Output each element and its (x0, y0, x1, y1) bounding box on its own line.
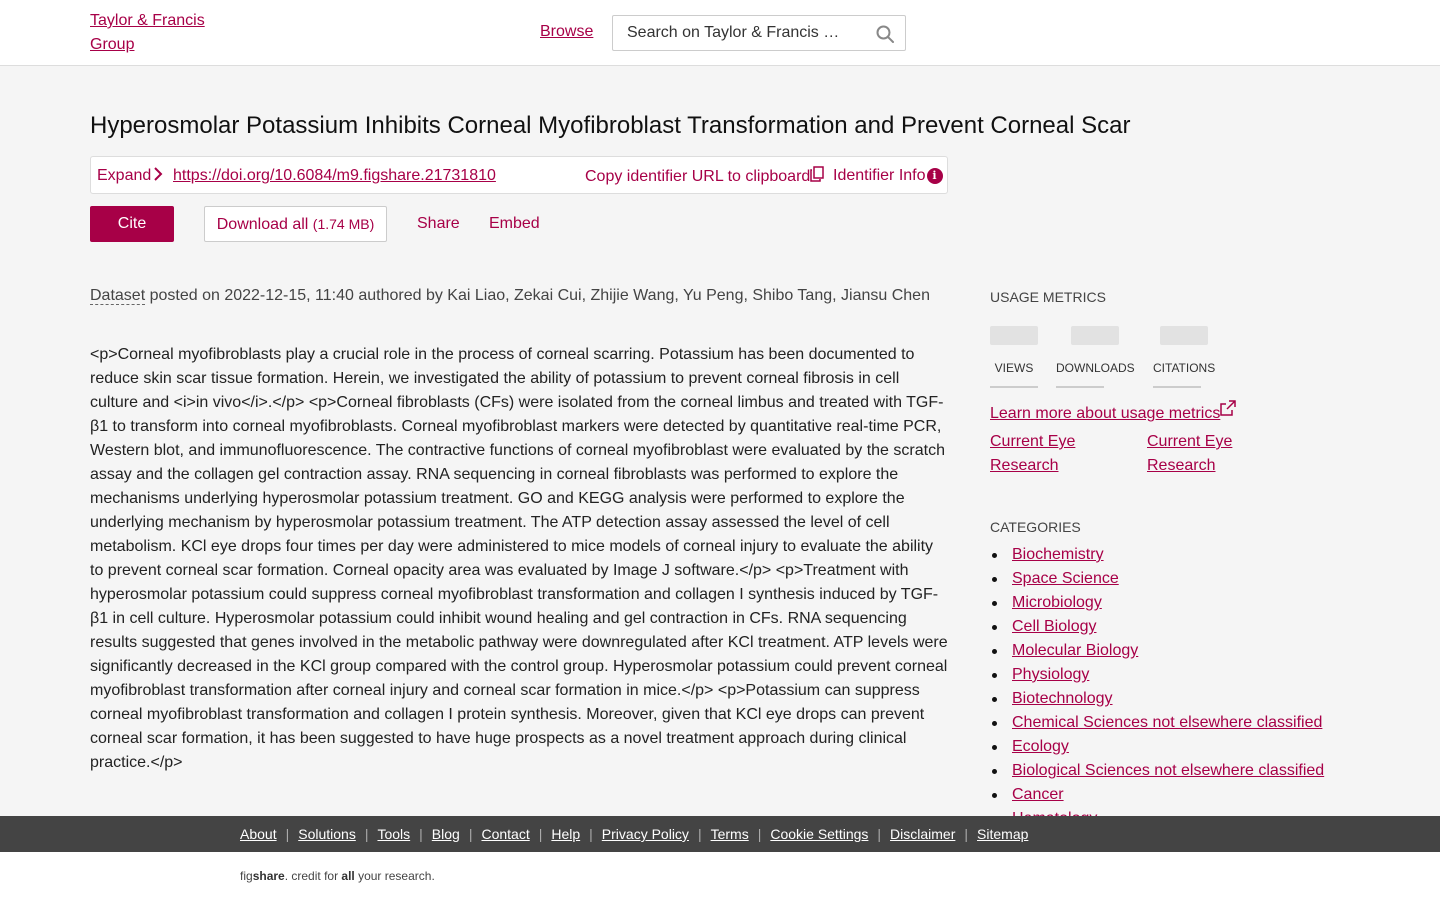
footer-separator: | (877, 826, 882, 842)
learn-more-metrics-link[interactable] (990, 400, 1236, 425)
categories-list (990, 543, 1410, 816)
footer-credit-bar (0, 852, 1440, 900)
download-all-label: Download all (216, 216, 309, 233)
footer-separator: | (364, 826, 369, 842)
categories-heading: CATEGORIES (990, 519, 1081, 535)
category-item (990, 543, 1410, 567)
category-link[interactable]: Molecular Biology (1012, 642, 1139, 659)
page-title: Hyperosmolar Potassium Inhibits Corneal Myofibroblast Transformation and Prevent Corneal Scar (90, 112, 1131, 139)
category-item (990, 687, 1410, 711)
category-item (990, 615, 1410, 639)
identifier-info-button[interactable] (833, 166, 943, 186)
browse-link[interactable]: Browse (540, 23, 594, 40)
footer-link-about[interactable]: About (240, 826, 277, 842)
journal-cover-image[interactable]: Current Eye Research (990, 433, 1076, 474)
figshare-credit (240, 869, 435, 883)
footer-link-terms[interactable]: Terms (710, 826, 749, 842)
search-box (612, 15, 906, 51)
copy-icon (810, 166, 824, 182)
category-link[interactable]: Microbiology (1012, 594, 1102, 611)
copy-identifier-button[interactable] (585, 166, 824, 187)
category-item (990, 735, 1410, 759)
identifier-bar (90, 156, 948, 194)
footer-link-disclaimer[interactable]: Disclaimer (890, 826, 956, 842)
item-type[interactable]: Dataset (90, 287, 146, 304)
footer-separator: | (285, 826, 290, 842)
footer-link-cookie-settings[interactable]: Cookie Settings (770, 826, 869, 842)
brand-bold: share (252, 869, 285, 883)
brand-prefix: fig (240, 869, 253, 883)
category-link[interactable]: Ecology (1012, 738, 1069, 755)
external-link-icon (1220, 400, 1236, 416)
metric-downloads (1056, 326, 1134, 388)
citations-label: CITATIONS (1153, 360, 1201, 388)
footer-link-blog[interactable]: Blog (431, 826, 460, 842)
download-all-button[interactable] (204, 206, 387, 242)
credit-middle: . credit for (284, 869, 342, 883)
footer-separator: | (757, 826, 762, 842)
info-icon: i (927, 168, 943, 184)
credit-bold: all (341, 869, 355, 883)
category-item (990, 711, 1410, 735)
logo-alt-text: Taylor & Francis Group (90, 12, 205, 53)
downloads-label: DOWNLOADS (1056, 360, 1104, 388)
download-size: (1.74 MB) (312, 216, 375, 232)
credit-end: your research. (354, 869, 435, 883)
footer-separator: | (468, 826, 473, 842)
footer-separator: | (589, 826, 593, 842)
footer-links-bar (0, 816, 1440, 852)
journal-link[interactable]: Current Eye Research (1147, 433, 1233, 474)
category-item (990, 783, 1410, 807)
footer-link-sitemap[interactable]: Sitemap (977, 826, 1029, 842)
expand-button[interactable] (97, 166, 163, 186)
footer-link-help[interactable]: Help (551, 826, 581, 842)
footer-link-solutions[interactable]: Solutions (298, 826, 356, 842)
usage-metrics-heading: USAGE METRICS (990, 289, 1106, 305)
footer-separator: | (538, 826, 543, 842)
share-button[interactable]: Share (417, 215, 460, 232)
category-link[interactable]: Biotechnology (1012, 690, 1113, 707)
chevron-right-icon (153, 166, 163, 182)
footer-separator: | (697, 826, 702, 842)
description: <p>Corneal myofibroblasts play a crucial role in the process of corneal scarring. Potassium has been documented to reduce skin scar tissue formation. Herein, we investigated the ability of potassium to prevent corneal fibrosis in cell culture and <i>in vivo</i>.</p> <p>Corneal fibroblasts (CFs) were isolated from the corneal limbus and treated with TGF-β1 to transform into corneal myofibroblasts. Corneal myofibroblast markers were detected by quantitative real-time PCR, Western blot, and immunofluorescence. The contractive functions of corneal myofibroblast were evaluated by the scratch assay and the collagen gel contraction assay. RNA sequencing in corneal fibroblasts was performed to explore the mechanisms underlying hyperosmolar potassium treatment. GO and KEGG analysis were performed to explore the underlying mechanism by hyperosmolar potassium treatment. The ATP detection assay assessed the level of cell metabolism. KCl eye drops four times per day were administered to mice models of corneal injury to evaluate the ability to prevent corneal scar formation. Corneal opacity area was evaluated by Image J software.</p> <p>Treatment with hyperosmolar potassium could suppress corneal myofibroblast transformation and collagen I synthesis induced by TGF-β1 in cell culture. Hyperosmolar potassium could inhibit wound healing and gel contraction in CFs. RNA sequencing results suggested that genes involved in the metabolic pathway were downregulated after KCl treatment. ATP levels were significantly decreased in the KCl group compared with the control group. Hyperosmolar potassium could prevent corneal myofibroblast transformation after corneal injury and corneal scar formation in mice.</p> <p>Potassium can suppress corneal myofibroblast transformation and collagen I protein synthesis. Moreover, given that KCl eye drops can prevent corneal scar formation, it has been suggested to have huge prospects as a novel treatment approach during clinical practice.</p> (90, 346, 948, 771)
footer-link-contact[interactable]: Contact (481, 826, 530, 842)
category-link[interactable]: Chemical Sciences not elsewhere classified (1012, 714, 1323, 731)
downloads-count-placeholder (1071, 326, 1119, 345)
cite-button[interactable]: Cite (90, 206, 174, 242)
expand-label: Expand (97, 167, 152, 184)
embed-button[interactable]: Embed (489, 215, 540, 232)
category-item (990, 663, 1410, 687)
learn-more-label: Learn more about usage metrics (990, 405, 1221, 422)
search-input[interactable] (613, 16, 869, 50)
identifier-info-label: Identifier Info (833, 167, 926, 184)
citations-count-placeholder (1160, 326, 1208, 345)
category-item (990, 759, 1410, 783)
category-link[interactable]: Physiology (1012, 666, 1090, 683)
views-count-placeholder (990, 326, 1038, 345)
taylor-francis-logo-link[interactable] (90, 9, 240, 57)
category-link[interactable]: Biological Sciences not elsewhere classified (1012, 762, 1325, 779)
category-item (990, 591, 1410, 615)
posted-text: posted on 2022-12-15, 11:40 authored by Kai Liao, Zekai Cui, Zhijie Wang, Yu Peng, Shibo Tang, Jiansu Chen (145, 287, 930, 304)
footer-separator: | (419, 826, 423, 842)
category-link[interactable]: Cancer (1012, 786, 1064, 803)
category-link[interactable]: Cell Biology (1012, 618, 1097, 635)
metric-views (990, 326, 1038, 388)
footer-link-privacy-policy[interactable]: Privacy Policy (601, 826, 689, 842)
category-item (990, 639, 1410, 663)
views-label: VIEWS (990, 360, 1038, 388)
metric-citations (1153, 326, 1215, 388)
copy-identifier-label: Copy identifier URL to clipboard (585, 168, 811, 185)
footer-link-tools[interactable]: Tools (377, 826, 411, 842)
footer-links (240, 826, 1028, 842)
category-link[interactable]: Biochemistry (1012, 546, 1104, 563)
category-link[interactable]: Space Science (1012, 570, 1119, 587)
footer-separator: | (964, 826, 969, 842)
top-navigation-bar (0, 0, 1440, 66)
doi-link[interactable]: https://doi.org/10.6084/m9.figshare.21731810 (173, 167, 496, 184)
category-item (990, 567, 1410, 591)
posted-info (90, 285, 930, 307)
search-icon[interactable] (875, 24, 895, 44)
